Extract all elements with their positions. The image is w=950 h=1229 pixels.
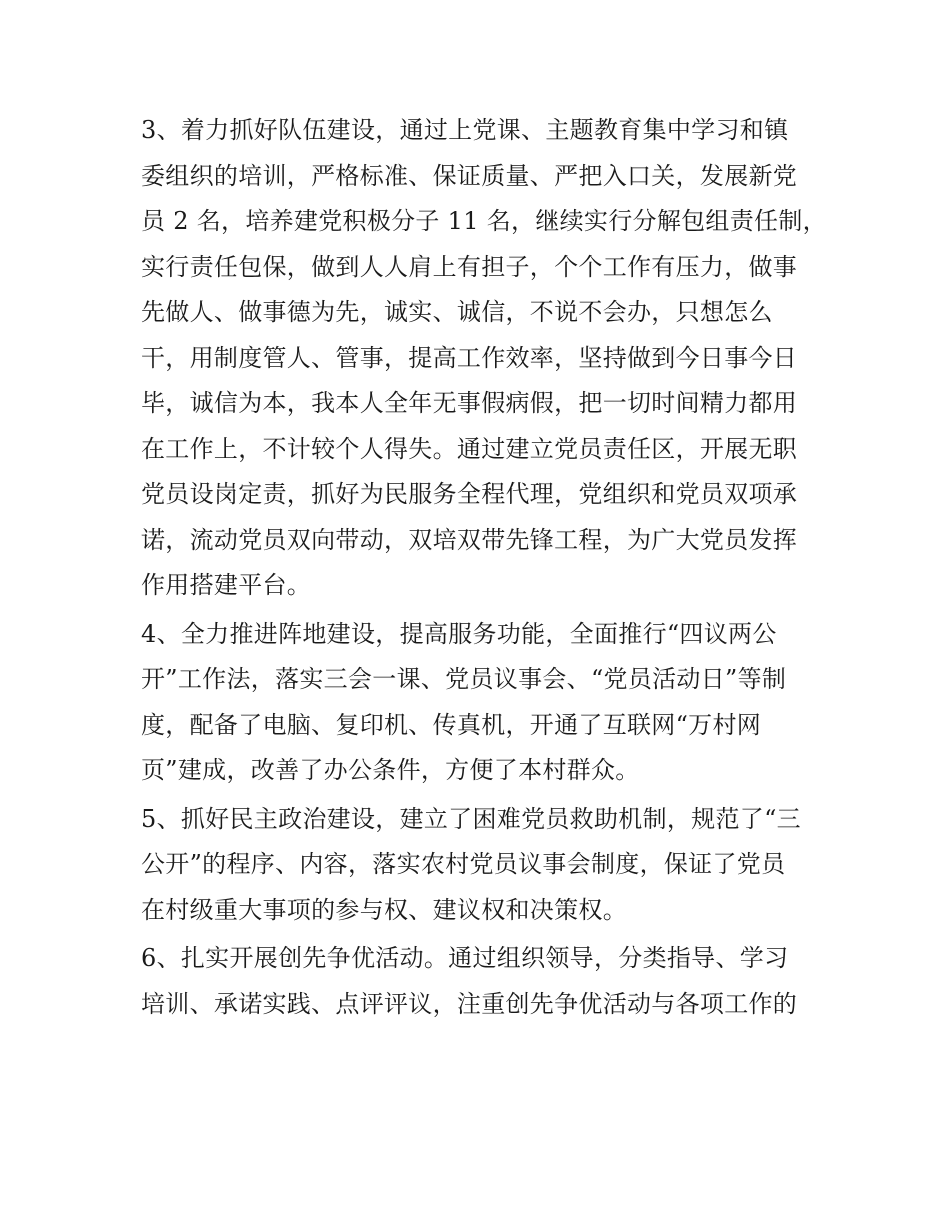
text-line: 3、着力抓好队伍建设，通过上党课、主题教育集中学习和镇 bbox=[141, 116, 789, 144]
paragraph-5 bbox=[141, 797, 821, 934]
text-line: 培训、承诺实践、点评评议，注重创先争优活动与各项工作的 bbox=[141, 989, 798, 1018]
text-line: 5、抓好民主政治建设，建立了困难党员救助机制，规范了“三 bbox=[141, 804, 801, 833]
paragraph-6 bbox=[141, 936, 821, 1027]
text-line: 诺，流动党员双向带动，双培双带先锋工程，为广大党员发挥 bbox=[141, 525, 798, 554]
text-line: 员 2 名，培养建党积极分子 11 名，继续实行分解包组责任制， bbox=[141, 207, 827, 235]
text-line: 在工作上，不计较个人得失。通过建立党员责任区，开展无职 bbox=[141, 434, 798, 463]
text-line: 在村级重大事项的参与权、建议权和决策权。 bbox=[141, 895, 627, 924]
text-line: 先做人、做事德为先，诚实、诚信，不说不会办，只想怎么 bbox=[141, 298, 773, 326]
text-line: 页”建成，改善了办公条件，方便了本村群众。 bbox=[141, 756, 640, 784]
text-line: 毕，诚信为本，我本人全年无事假病假，把一切时间精力都用 bbox=[141, 389, 798, 417]
text-line: 委组织的培训，严格标准、保证质量、严把入口关，发展新党 bbox=[141, 161, 798, 190]
text-line: 4、全力推进阵地建设，提高服务功能，全面推行“四议两公 bbox=[141, 619, 777, 648]
text-line: 干，用制度管人、管事，提高工作效率，坚持做到今日事今日 bbox=[141, 343, 798, 372]
text-line: 党员设岗定责，抓好为民服务全程代理，党组织和党员双项承 bbox=[141, 480, 798, 508]
text-line: 公开”的程序、内容，落实农村党员议事会制度，保证了党员 bbox=[141, 850, 786, 878]
text-line: 6、扎实开展创先争优活动。通过组织领导，分类指导、学习 bbox=[141, 944, 789, 972]
paragraph-4 bbox=[141, 612, 821, 794]
text-line: 度，配备了电脑、复印机、传真机，开通了互联网“万村网 bbox=[141, 710, 762, 739]
document-body bbox=[141, 108, 827, 1030]
text-line: 作用搭建平台。 bbox=[141, 571, 312, 599]
text-line: 实行责任包保，做到人人肩上有担子，个个工作有压力，做事 bbox=[141, 252, 798, 281]
paragraph-3 bbox=[141, 108, 827, 609]
text-line: 开”工作法，落实三会一课、党员议事会、“党员活动日”等制 bbox=[141, 665, 787, 693]
